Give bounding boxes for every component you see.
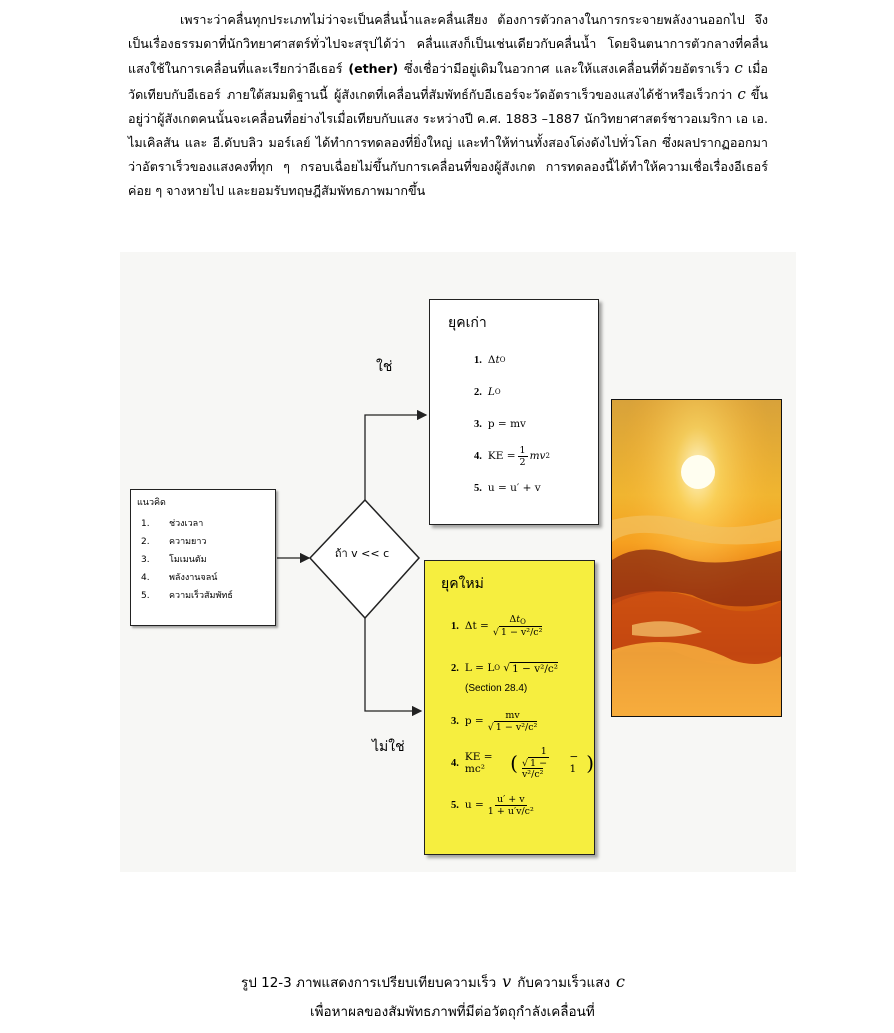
item-number: 5.: [141, 591, 150, 601]
concept-item: [137, 588, 269, 606]
equation-time-dilation: 1. Δt = $\frac{\Delta t_O}{\text{√ 1 − v²/c²}}$: [451, 614, 543, 638]
item-label: พลังงานจลน์: [169, 573, 218, 583]
sunset-image: [612, 400, 782, 717]
paragraph-text-4: ขึ้นอยู่ว่าผู้สังเกตคนนั้นจะเคลื่อนที่อย่างไรเมื่อเทียบกับแสง ระหว่างปี ค.ศ. 1883 –1887 นักวิทยาศาสตร์ชาวอเมริกา เอ เอ. ไมเคิลสัน และ อี.ดับบลิว มอร์เลย์ ได้ทำการทดลองที่ยิ่งใหญ่ และทำให้ท่านทั้งสองโด่งดังไปทั่วโลก ซึ่งผลปรากฏออกมาว่าอัตราเร็วของแสงคงที่ทุก ๆ กรอบเฉื่อยไม่ขึ้นกับการเคลื่อนที่ของผู้สังเกต การทดลองนี้ได้ทำให้ความเชื่อเรื่องอีเธอร์ค่อย ๆ จางหายไป และยอมรับทฤษฎีสัมพัทธภาพมากขึ้น: [128, 86, 768, 199]
paragraph-text-3: เมื่อวัดเทียบกับอีเธอร์ ภายใต้สมมติฐานนี้ ผู้สังเกตที่เคลื่อนที่สัมพัทธ์กับอีเธอร์จะวัดอัตราเร็วของแสงได้ช้าหรือเร็วกว่า: [128, 61, 768, 102]
old-era-title: ยุคเก่า: [448, 315, 487, 331]
figure-caption: [241, 971, 631, 993]
figure-caption-line-2: เพื่อหาผลของสัมพัทธภาพที่มีต่อวัตถุกำลังเคลื่อนที่: [310, 1004, 595, 1020]
symbol-c: c: [616, 972, 625, 991]
concept-item: [137, 534, 269, 552]
concept-box: [130, 489, 276, 626]
classical-equations-box: [429, 299, 599, 525]
caption-text: กับความเร็วแสง: [517, 975, 611, 991]
yes-label: ใช่: [376, 359, 393, 375]
equation-time: 1. Δ t O: [474, 354, 506, 366]
concept-item: [137, 570, 269, 588]
equation-momentum: 3. p = mv: [474, 418, 526, 430]
new-era-title: ยุคใหม่: [441, 576, 484, 592]
concept-item: [137, 552, 269, 570]
item-number: 4.: [141, 573, 150, 583]
ether-term: (ether): [348, 61, 399, 77]
no-label: ไม่ใช่: [372, 739, 405, 755]
item-label: โมเมนตัม: [169, 555, 207, 565]
equation-relativistic-momentum: 3. p = $\frac{mv}{\text{√ 1 − v²/c²}}$: [451, 709, 538, 733]
equation-velocity-addition: 5. u = $\frac{u' + v}{\text{1 + u′v/c²}}$: [451, 793, 534, 817]
symbol-c: c: [737, 84, 746, 103]
item-label: ความยาว: [169, 537, 207, 547]
equation-velocity: 5. u = u′ + v: [474, 482, 541, 494]
sunset-photo: [611, 399, 782, 717]
symbol-v: v: [502, 972, 512, 991]
item-label: ความเร็วสัมพัทธ์: [169, 591, 233, 601]
body-paragraph: [128, 8, 768, 204]
caption-text: รูป 12-3 ภาพแสดงการเปรียบเทียบความเร็ว: [241, 975, 497, 991]
item-label: ช่วงเวลา: [169, 519, 204, 529]
symbol-c: c: [734, 59, 743, 78]
item-number: 3.: [141, 555, 150, 565]
paragraph-text-1: เพราะว่าคลื่นทุกประเภทไม่ว่าจะเป็นคลื่นน้ำและคลื่นเสียง ต้องการตัวกลางในการกระจายพลังงานออกไป จึงเป็นเรื่องธรรมดาที่นักวิทยาศาสตร์ทั่วไปจะสรุปได้ว่า คลื่นแสงก็เป็นเช่นเดียวกับคลื่นน้ำ โดยจินตนาการตัวกลางที่คลื่นแสงใช้ในการเคลื่อนที่และเรียกว่าอีเธอร์: [128, 12, 768, 77]
equation-relativistic-energy: 4. KE = mc² ( $\frac{1}{\text{√ 1 − v²/c²}}$ − 1 ): [451, 746, 594, 780]
decision-label: ถ้า v << c: [334, 547, 390, 560]
relativity-comparison-figure: [120, 252, 796, 872]
item-number: 2.: [141, 537, 150, 547]
equation-length-contraction: 2. L = L O √ 1 − v²/c²: [451, 662, 559, 675]
concept-item: [137, 516, 269, 534]
arrow-to-old: [365, 415, 426, 500]
equation-kinetic-energy: 4. KE = $\frac{1}{2}$ mv 2: [474, 444, 550, 468]
section-reference: (Section 28.4): [465, 683, 528, 694]
paragraph-text-2: ซึ่งเชื่อว่ามีอยู่เดิมในอวกาศ และให้แสงเคลื่อนที่ด้วยอัตราเร็ว: [403, 61, 730, 77]
arrow-to-new: [365, 618, 421, 711]
equation-length: 2. L O: [474, 386, 501, 398]
item-number: 1.: [141, 519, 150, 529]
relativistic-equations-box: [424, 560, 595, 855]
concept-title: แนวคิด: [137, 498, 166, 508]
